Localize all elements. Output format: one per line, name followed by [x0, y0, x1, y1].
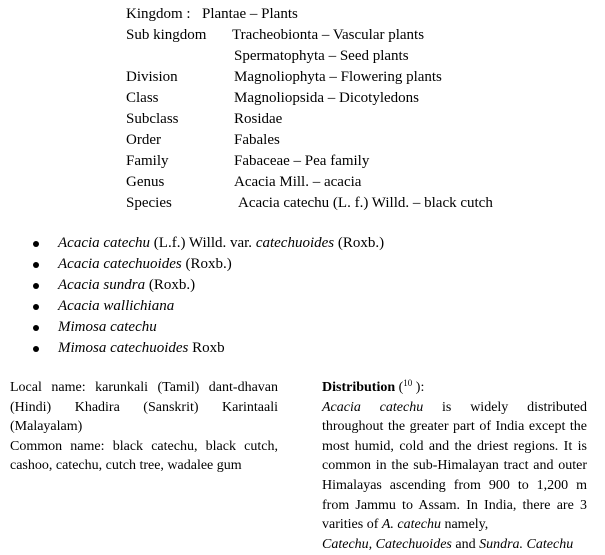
taxonomy-row-family [0, 151, 605, 172]
synonym-italic: Acacia wallichiana [58, 298, 175, 314]
bullet-icon [33, 283, 39, 289]
taxonomy-label: Kingdom : [126, 6, 191, 22]
reference-close: ): [412, 380, 425, 395]
distribution-abbrev: A. catechu [381, 517, 441, 533]
taxonomy-value: Rosidae [234, 111, 283, 127]
taxonomy-row-genus [0, 172, 605, 193]
local-name-text: Local name: karunkali (Tamil) dant-dhavan (Hindi) Khadira (Sanskrit) Karintaali (Malayalam) [10, 380, 278, 435]
taxonomy-row-kingdom [0, 4, 605, 25]
distribution-column [322, 378, 587, 554]
taxonomy-value: Tracheobionta – Vascular plants [232, 27, 425, 43]
taxonomy-label: Genus [126, 174, 165, 190]
taxonomy-row-subclass [0, 109, 605, 130]
reference-number: 10 [403, 378, 413, 388]
taxonomy-value: Fabaceae – Pea family [234, 153, 370, 169]
taxonomy-label: Species [126, 195, 172, 211]
common-name-text: Common name: black catechu, black cutch, cashoo, catechu, cutch tree, wadalee gum [10, 438, 278, 474]
taxonomy-label: Family [126, 153, 169, 169]
distribution-text: is widely distributed throughout the greater part of India except the most humid, cold and the driest regions. It is common in the sub-Himalayan tract and outer Himalayas ascending from 900 to 1,200 m from Jammu to Assam. In India, there are 3 varities of [322, 399, 587, 533]
distribution-and: and [451, 536, 480, 552]
bullet-icon [33, 325, 39, 331]
taxonomy-label: Division [126, 69, 178, 85]
taxonomy-row-division [0, 67, 605, 88]
distribution-varieties-end: Sundra. Catechu [479, 536, 574, 552]
taxonomy-row-superdivision [0, 46, 605, 67]
synonym-text [58, 233, 384, 254]
reference-open: ( [395, 380, 404, 395]
synonym-text [58, 338, 225, 359]
list-item [0, 233, 605, 254]
list-item [0, 254, 605, 275]
bullet-icon [33, 241, 39, 247]
distribution-varieties: Catechu, Catechuoides [322, 536, 452, 552]
bullet-icon [33, 346, 39, 352]
list-item [0, 275, 605, 296]
synonym-plain: (L.f.) Willd. var. [150, 235, 256, 251]
synonym-text [58, 296, 174, 317]
taxonomy-label: Class [126, 90, 159, 106]
synonym-plain: (Roxb.) [334, 235, 385, 251]
taxonomy-label: Subclass [126, 111, 179, 127]
synonym-italic: Mimosa catechu [58, 319, 157, 335]
distribution-paragraph [322, 398, 587, 535]
list-item [0, 338, 605, 359]
list-item [0, 296, 605, 317]
taxonomy-row-subkingdom [0, 25, 605, 46]
taxonomy-row-order [0, 130, 605, 151]
taxonomy-value: Plantae – Plants [202, 6, 298, 22]
taxonomy-value: Magnoliophyta – Flowering plants [234, 69, 442, 85]
list-item [0, 317, 605, 338]
taxonomy-value: Spermatophyta – Seed plants [234, 48, 409, 64]
distribution-namely: namely, [440, 517, 489, 533]
taxonomy-value: Acacia Mill. – acacia [234, 174, 362, 190]
distribution-title: Distribution [322, 380, 396, 395]
taxonomy-label: Order [126, 132, 161, 148]
synonym-italic: catechuoides [255, 235, 335, 251]
synonym-italic: Acacia catechu [58, 235, 151, 251]
taxonomy-row-class [0, 88, 605, 109]
synonym-text [58, 254, 232, 275]
taxonomy-value: Acacia catechu (L. f.) Willd. – black cutch [238, 195, 493, 211]
bullet-icon [33, 304, 39, 310]
synonym-italic: Mimosa catechuoides [58, 340, 189, 356]
synonym-italic: Acacia catechuoides [58, 256, 182, 272]
taxonomy-row-species [0, 193, 605, 214]
synonym-plain: (Roxb.) [145, 277, 196, 293]
taxonomy-label: Sub kingdom [126, 27, 207, 43]
synonym-italic: Acacia sundra [58, 277, 146, 293]
synonym-text [58, 275, 195, 296]
synonym-plain: Roxb [188, 340, 225, 356]
distribution-heading [322, 378, 587, 398]
local-names-column [10, 378, 278, 476]
taxonomy-value: Fabales [234, 132, 280, 148]
distribution-last-line [322, 535, 587, 555]
synonym-text [58, 317, 157, 338]
taxonomy-value: Magnoliopsida – Dicotyledons [234, 90, 419, 106]
bullet-icon [33, 262, 39, 268]
synonym-plain: (Roxb.) [181, 256, 232, 272]
distribution-species: Acacia catechu [322, 399, 424, 415]
